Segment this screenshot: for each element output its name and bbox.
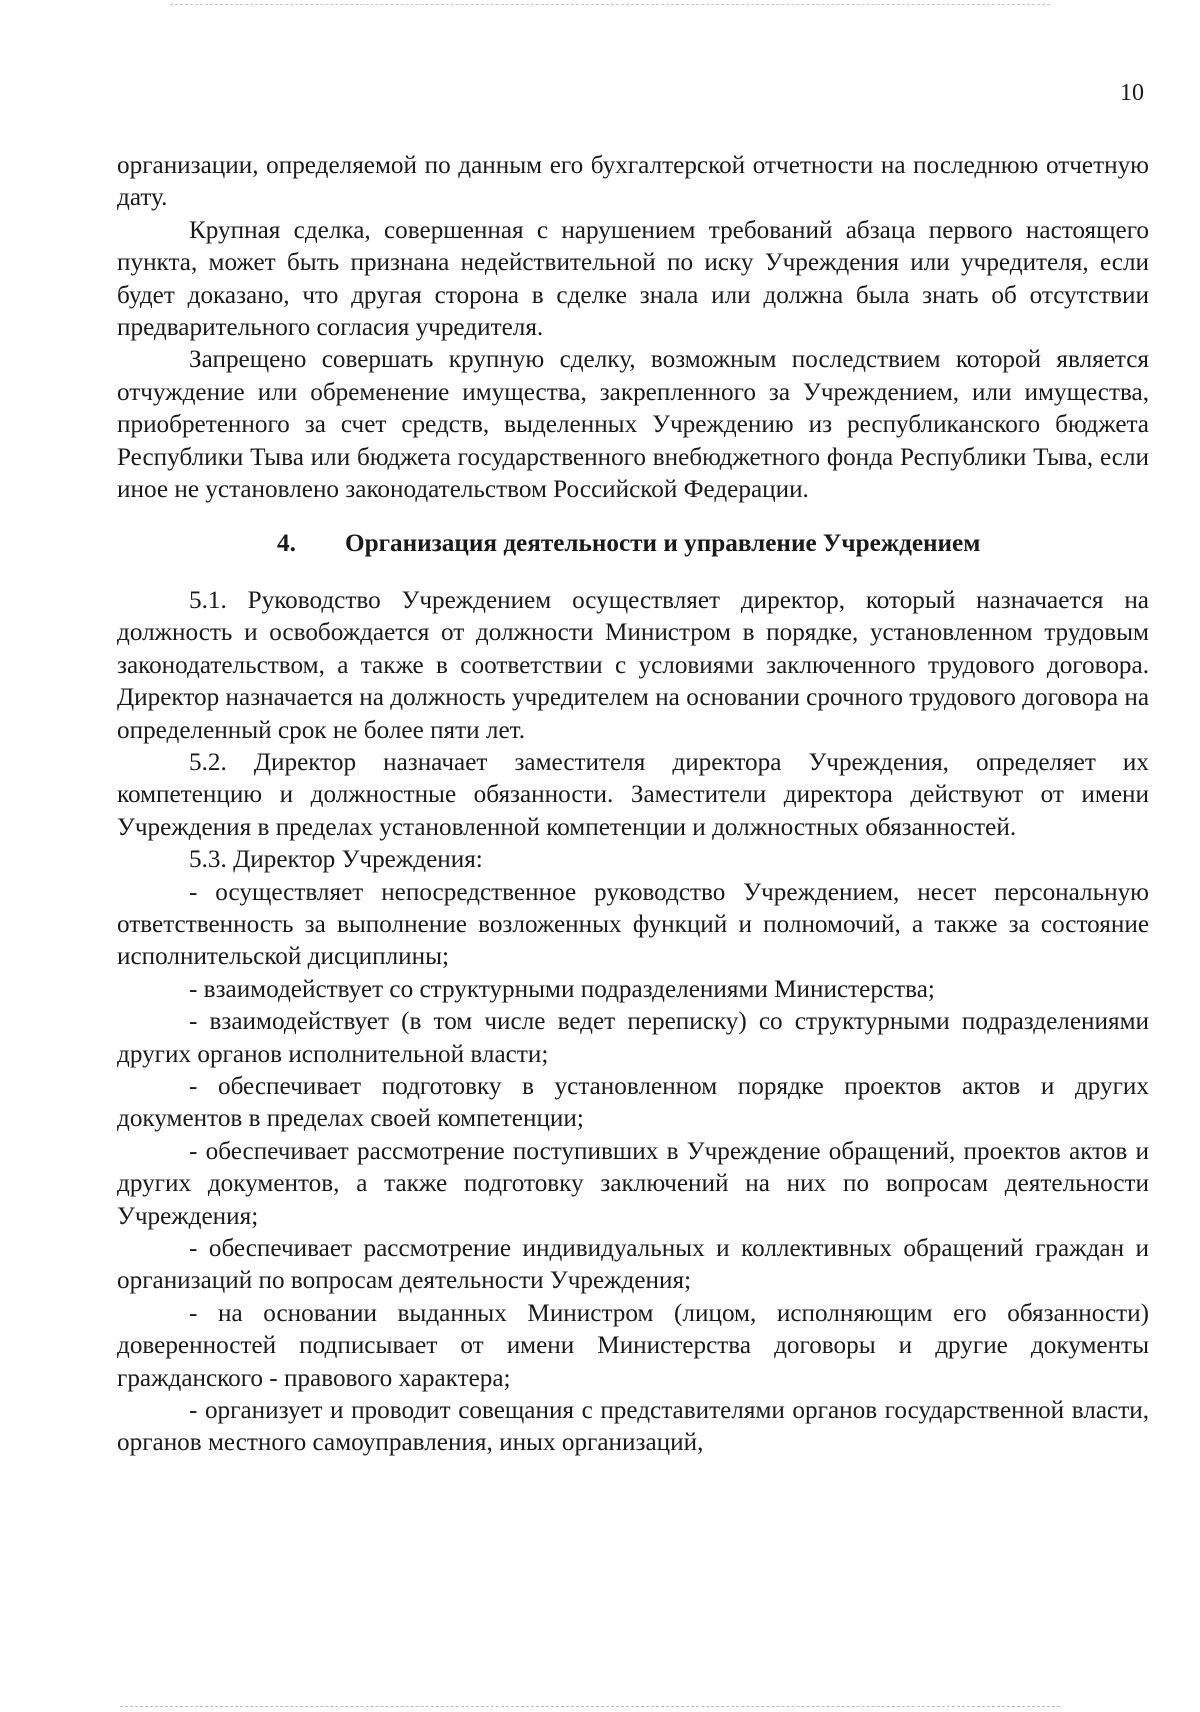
scan-edge-bottom bbox=[120, 1706, 1060, 1707]
list-item: - обеспечивает подготовку в установленном порядке проектов актов и других документов в пределах своей компетенции; bbox=[117, 1072, 1149, 1133]
clause-5-3: 5.3. Директор Учреждения: bbox=[189, 846, 483, 874]
list-item: - осуществляет непосредственное руководство Учреждением, несет персональную ответственность за выполнение возложенных функций и полномочий, а также за состояние исполнительской дисциплины; bbox=[117, 878, 1149, 971]
section-heading bbox=[117, 528, 1149, 560]
list-item: - обеспечивает рассмотрение поступивших в Учреждение обращений, проектов актов и других документов, а также подготовку заключений на них по вопросам деятельности Учреждения; bbox=[117, 1137, 1149, 1230]
clause-5-2: 5.2. Директор назначает заместителя директора Учреждения, определяет их компетенцию и должностные обязанности. Заместители директора действуют от имени Учреждения в пределах установленной компетенции и должностных обязанностей. bbox=[117, 748, 1149, 841]
list-item: - организует и проводит совещания с представителями органов государственной власти, органов местного самоуправления, иных организаций, bbox=[117, 1397, 1149, 1457]
page-number: 10 bbox=[1120, 80, 1144, 106]
list-item: - на основании выданных Министром (лицом, исполняющим его обязанности) доверенностей подписывает от имени Министерства договоры и другие документы гражданского - правового характера; bbox=[117, 1299, 1149, 1392]
section-number: 4. bbox=[277, 530, 296, 558]
scan-edge-top bbox=[170, 4, 1050, 5]
paragraph-large-deal-invalid: Крупная сделка, совершенная с нарушением требований абзаца первого настоящего пункта, может быть признана недействительной по иску Учреждения или учредителя, если будет доказано, что другая сторона в сделке знала или должна была знать об отсутствии предварительного согласия учредителя. bbox=[117, 216, 1149, 342]
section-title: Организация деятельности и управление Учреждением bbox=[345, 530, 981, 558]
paragraph-large-deal-prohibited: Запрещено совершать крупную сделку, возможным последствием которой является отчуждение или обременение имущества, закрепленного за Учреждением, или имущества, приобретенного за счет средств, выделенных Учреждению из республиканского бюджета Республики Тыва или бюджета государственного внебюджетного фонда Республики Тыва, если иное не установлено законодательством Российской Федерации. bbox=[117, 346, 1149, 504]
paragraph-continuation: организации, определяемой по данным его бухгалтерской отчетности на последнюю отчетную дату. bbox=[117, 152, 1149, 212]
clause-5-1: 5.1. Руководство Учреждением осуществляет директор, который назначается на должность и освобождается от должности Министром в порядке, установленном трудовым законодательством, а также в соответствии с условиями заключенного трудового договора. Директор назначается на должность учредителем на основании срочного трудового договора на определенный срок не более пяти лет. bbox=[117, 586, 1149, 744]
list-item: - взаимодействует со структурными подразделениями Министерства; bbox=[189, 975, 935, 1003]
list-item: - взаимодействует (в том числе ведет переписку) со структурными подразделениями других органов исполнительной власти; bbox=[117, 1008, 1149, 1068]
document-body bbox=[117, 150, 1149, 1460]
list-item: - обеспечивает рассмотрение индивидуальных и коллективных обращений граждан и организаций по вопросам деятельности Учреждения; bbox=[117, 1235, 1149, 1295]
